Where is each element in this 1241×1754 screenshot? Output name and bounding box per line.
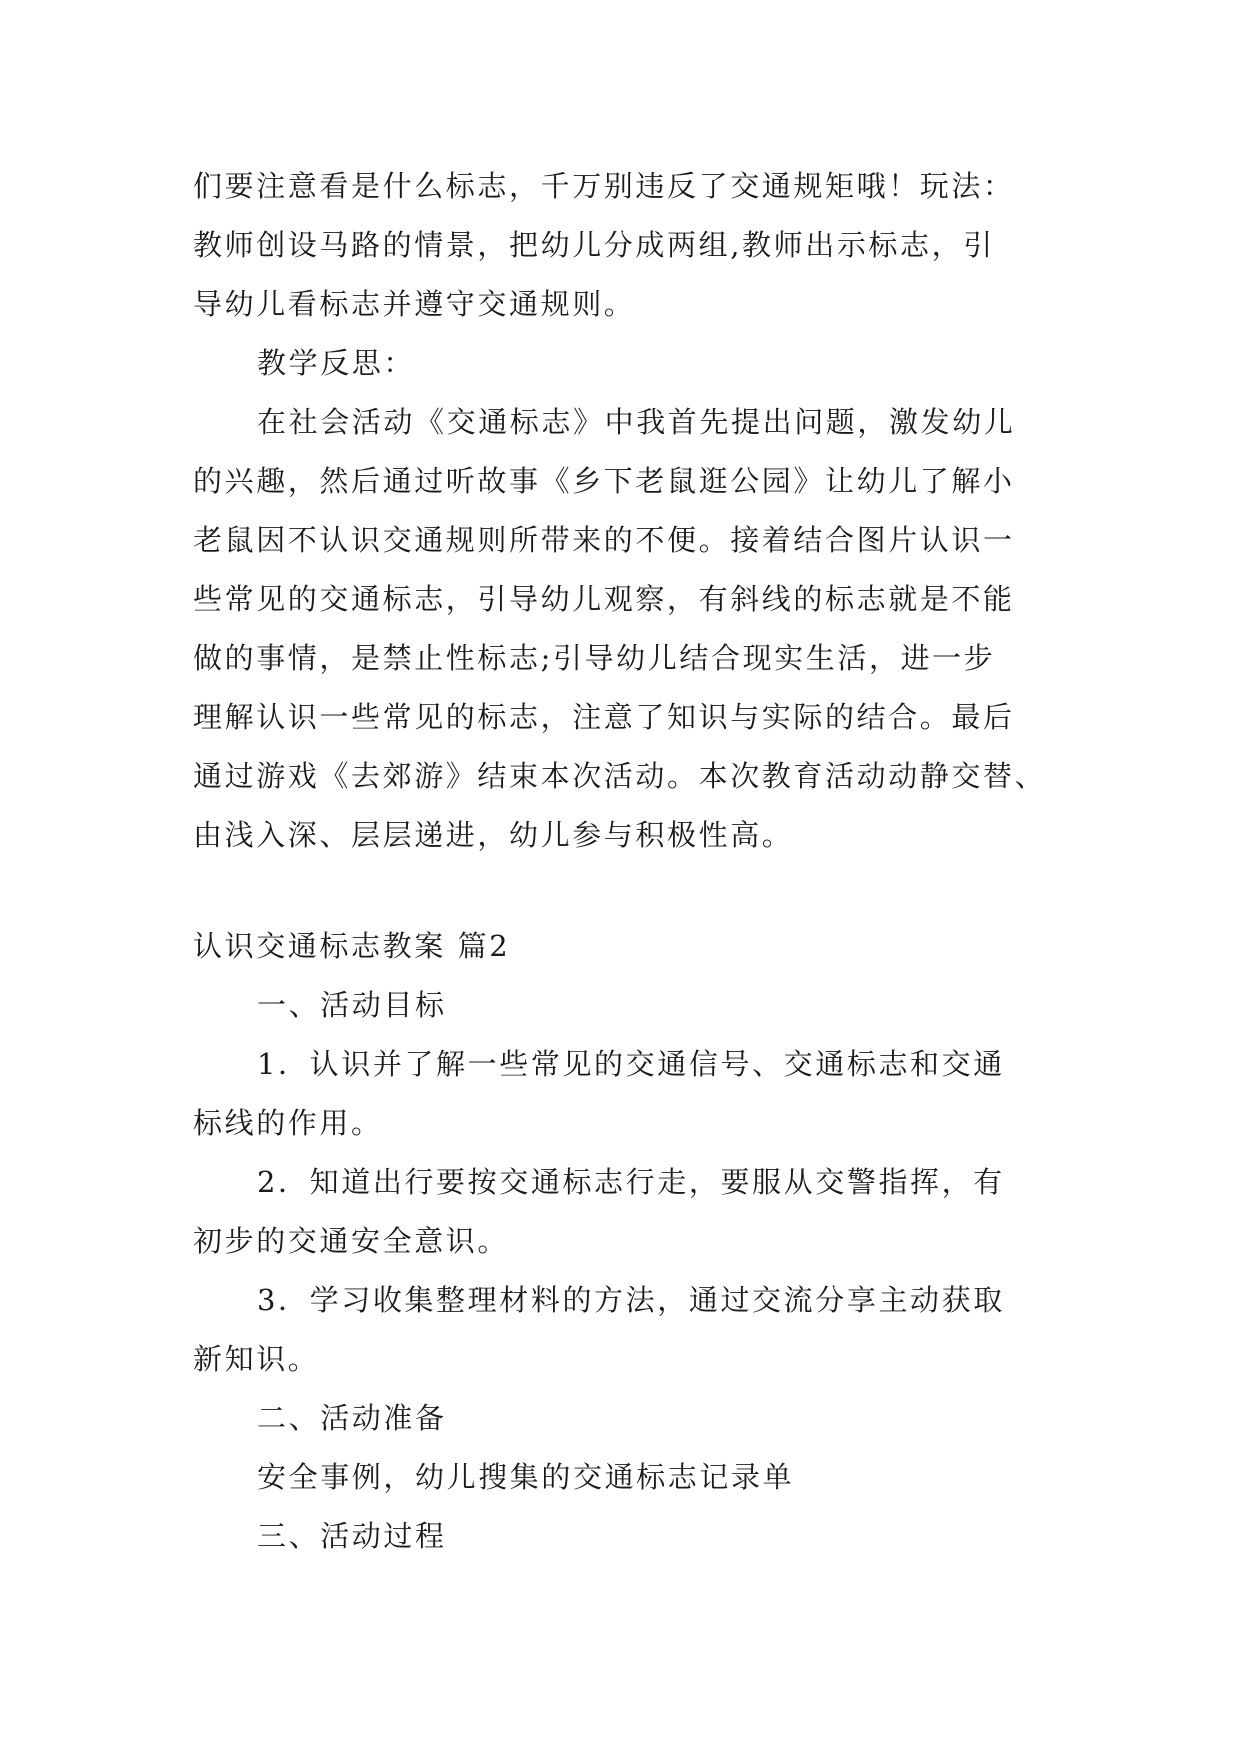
section-heading: 教学反思： [257, 346, 416, 380]
text-line: 的兴趣，然后通过听故事《乡下老鼠逛公园》让幼儿了解小 [193, 464, 1015, 498]
text-line: 标线的作用。 [193, 1106, 383, 1140]
text-line: 些常见的交通标志，引导幼儿观察，有斜线的标志就是不能 [193, 582, 1015, 616]
text-line: 通过游戏《去郊游》结束本次活动。本次教育活动动静交替、 [193, 759, 1047, 793]
text-line: 初步的交通安全意识。 [193, 1224, 510, 1258]
text-line: 做的事情，是禁止性标志;引导幼儿结合现实生活，进一步 [193, 641, 996, 675]
text-line: 2．知道出行要按交通标志行走，要服从交警指挥，有 [257, 1165, 1005, 1199]
text-line: 新知识。 [193, 1342, 320, 1376]
text-line: 在社会活动《交通标志》中我首先提出问题，激发幼儿 [257, 405, 1016, 439]
text-line: 1．认识并了解一些常见的交通信号、交通标志和交通 [257, 1047, 1005, 1081]
text-line: 教师创设马路的情景，把幼儿分成两组,教师出示标志，引 [193, 228, 995, 262]
text-line: 导幼儿看标志并遵守交通规则。 [193, 287, 636, 321]
text-line: 理解认识一些常见的标志，注意了知识与实际的结合。最后 [193, 700, 1015, 734]
section-heading: 二、活动准备 [257, 1401, 447, 1435]
text-line: 由浅入深、层层递进，幼儿参与积极性高。 [193, 818, 794, 852]
section-heading: 一、活动目标 [257, 988, 447, 1022]
text-line: 3．学习收集整理材料的方法，通过交流分享主动获取 [257, 1283, 1005, 1317]
text-line: 们要注意看是什么标志，千万别违反了交通规矩哦！玩法： [193, 169, 1015, 203]
text-line: 安全事例，幼儿搜集的交通标志记录单 [257, 1460, 795, 1494]
text-line: 老鼠因不认识交通规则所带来的不便。接着结合图片认识一 [193, 523, 1015, 557]
article-title: 认识交通标志教案 篇2 [193, 929, 511, 963]
section-heading: 三、活动过程 [257, 1519, 447, 1553]
